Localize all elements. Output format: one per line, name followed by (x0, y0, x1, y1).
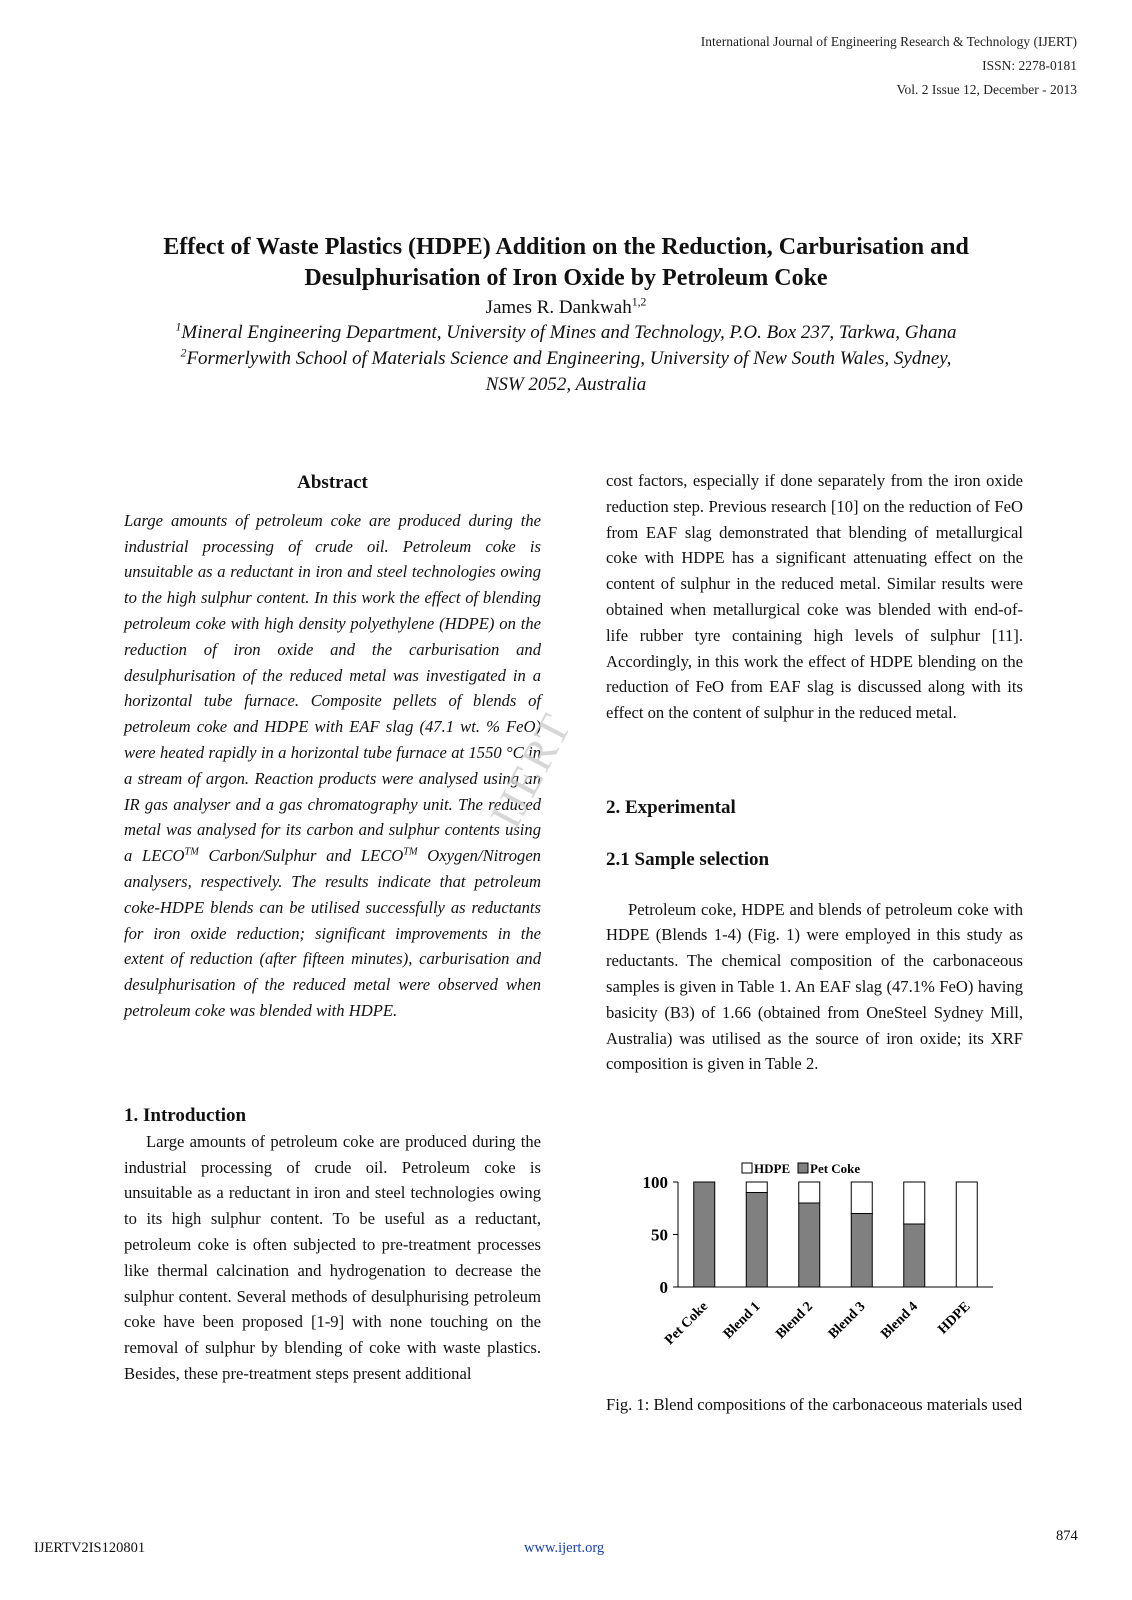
affiliation-2: $^2$Formerlywith School of Materials Science and Engineering, University of New South Wales, Sydney, (180, 346, 952, 369)
legend-swatch (742, 1163, 752, 1173)
bar-hdpe (746, 1182, 767, 1193)
bar-pet-coke (851, 1214, 872, 1288)
issn: ISSN: 2278-0181 (982, 58, 1077, 73)
x-tick-label: Pet Coke (662, 1299, 712, 1349)
bar-pet-coke (694, 1182, 715, 1287)
figure-caption: Fig. 1: Blend compositions of the carbonaceous materials used (606, 1395, 1023, 1414)
x-tick-label: Blend 4 (878, 1299, 922, 1343)
x-tick-label: Blend 3 (825, 1299, 869, 1343)
right-intro-continued (606, 468, 1023, 726)
experimental-heading: 2. Experimental (606, 797, 736, 818)
intro-continued-body: cost factors, especially if done separately from the iron oxide reduction step. Previous research [10] on the reduction of FeO from EAF slag demonstrated that blending of metallurgical coke with HDPE has a significant attenuating effect on the content of sulphur in the reduced metal. Similar results were obtained when metallurgical coke was blended with end-of-life rubber tyre containing high levels of sulphur [11]. Accordingly, in this work the effect of HDPE blending on the reduction of FeO from EAF slag is discussed along with its effect on the content of sulphur in the reduced metal. (606, 471, 1023, 723)
title-block (80, 232, 1052, 398)
y-tick-label: 100 (642, 1173, 668, 1192)
experimental-section (606, 795, 1023, 1077)
blend-composition-chart (630, 1150, 1010, 1380)
affiliation-1: $^1$Mineral Engineering Department, University of Mines and Technology, P.O. Box 237, Tarkwa, Ghana (175, 320, 957, 343)
x-tick-label: Blend 2 (773, 1299, 817, 1343)
y-tick-label: 50 (651, 1225, 668, 1245)
author-sup: 1,2 (631, 295, 647, 309)
page-number: 874 (1056, 1528, 1078, 1544)
bar-hdpe (956, 1182, 977, 1287)
sample-selection-body: Petroleum coke, HDPE and blends of petroleum coke with HDPE (Blends 1-4) (Fig. 1) were employed in this study as reductants. The chemical composition of the carbonaceous samples is given in Table 1. An EAF slag (47.1% FeO) having basicity (B3) of 1.66 (obtained from OneSteel Sydney Mill, Australia) was utilised as the source of iron oxide; its XRF composition is given in Table 2. (606, 899, 1023, 1074)
footer-paper-id: IJERTV2IS120801 (34, 1540, 146, 1556)
paper-title-line-1: Effect of Waste Plastics (HDPE) Addition on the Reduction, Carburisation and (163, 234, 969, 260)
volume-issue: Vol. 2 Issue 12, December - 2013 (896, 82, 1077, 97)
bar-hdpe (904, 1182, 925, 1224)
bar-pet-coke (799, 1203, 820, 1287)
introduction-heading: 1. Introduction (124, 1105, 247, 1126)
figure-caption-block (606, 1392, 1023, 1418)
bar-hdpe (851, 1182, 872, 1214)
bar-hdpe (799, 1182, 820, 1203)
legend-label: HDPE (754, 1161, 791, 1176)
abstract-section (124, 470, 541, 1024)
bar-pet-coke (746, 1193, 767, 1288)
introduction-body: Large amounts of petroleum coke are produced during the industrial processing of crude oil. Petroleum coke is unsuitable as a reductant in iron and steel technologies owing to its high sulphur content. To be useful as a reductant, petroleum coke is often subjected to pre-treatment processes like thermal calcination and hydrogenation to decrease the sulphur content. Several methods of desulphurising petroleum coke have been proposed [1-9] with none touching on the removal of sulphur by blending of coke with waste plastics. Besides, these pre-treatment steps present additional (124, 1131, 541, 1383)
affiliation-3: NSW 2052, Australia (485, 374, 647, 395)
legend-swatch (798, 1163, 808, 1173)
sample-selection-heading: 2.1 Sample selection (606, 848, 770, 870)
x-tick-label: HDPE (935, 1299, 974, 1338)
footer-url-link[interactable]: www.ijert.org (524, 1540, 605, 1556)
bar-pet-coke (904, 1224, 925, 1287)
legend-label: Pet Coke (810, 1161, 861, 1176)
ijert-watermark: IJERT (480, 705, 582, 836)
author-name: James R. Dankwah (485, 297, 632, 318)
abstract-heading: Abstract (297, 472, 368, 493)
x-tick-label: Blend 1 (720, 1299, 764, 1343)
introduction-section (124, 1103, 541, 1387)
abstract-body: Large amounts of petroleum coke are produced during the industrial processing of crude oil. Petroleum coke is unsuitable as a reductant in iron and steel technologies owing to the high sulphur content. In this work the effect of blending petroleum coke with high density polyethylene (HDPE) on the reduction of iron oxide and the carburisation and desulphurisation of the reduced metal was investigated in a horizontal tube furnace. Composite pellets of blends of petroleum coke and HDPE with EAF slag (47.1 wt. % FeO) were heated rapidly in a horizontal tube furnace at 1550 °C in a stream of argon. Reaction products were analysed using an IR gas analyser and a gas chromatography unit. The reduced metal was analysed for its carbon and sulphur contents using a LECO™ Carbon/Sulphur and LECO™ Oxygen/Nitrogen analysers, respectively. The results indicate that petroleum coke-HDPE blends can be utilised successfully as reductants for iron oxide reduction; significant improvements in the extent of reduction (after fifteen minutes), carburisation and desulphurisation of the reduced metal were observed when petroleum coke was blended with HDPE. (124, 510, 541, 1020)
author (80, 296, 1052, 320)
paper-title-line-2: Desulphurisation of Iron Oxide by Petroleum Coke (304, 265, 828, 291)
journal-name: International Journal of Engineering Research & Technology (IJERT) (700, 34, 1077, 49)
y-tick-label: 0 (659, 1278, 668, 1297)
